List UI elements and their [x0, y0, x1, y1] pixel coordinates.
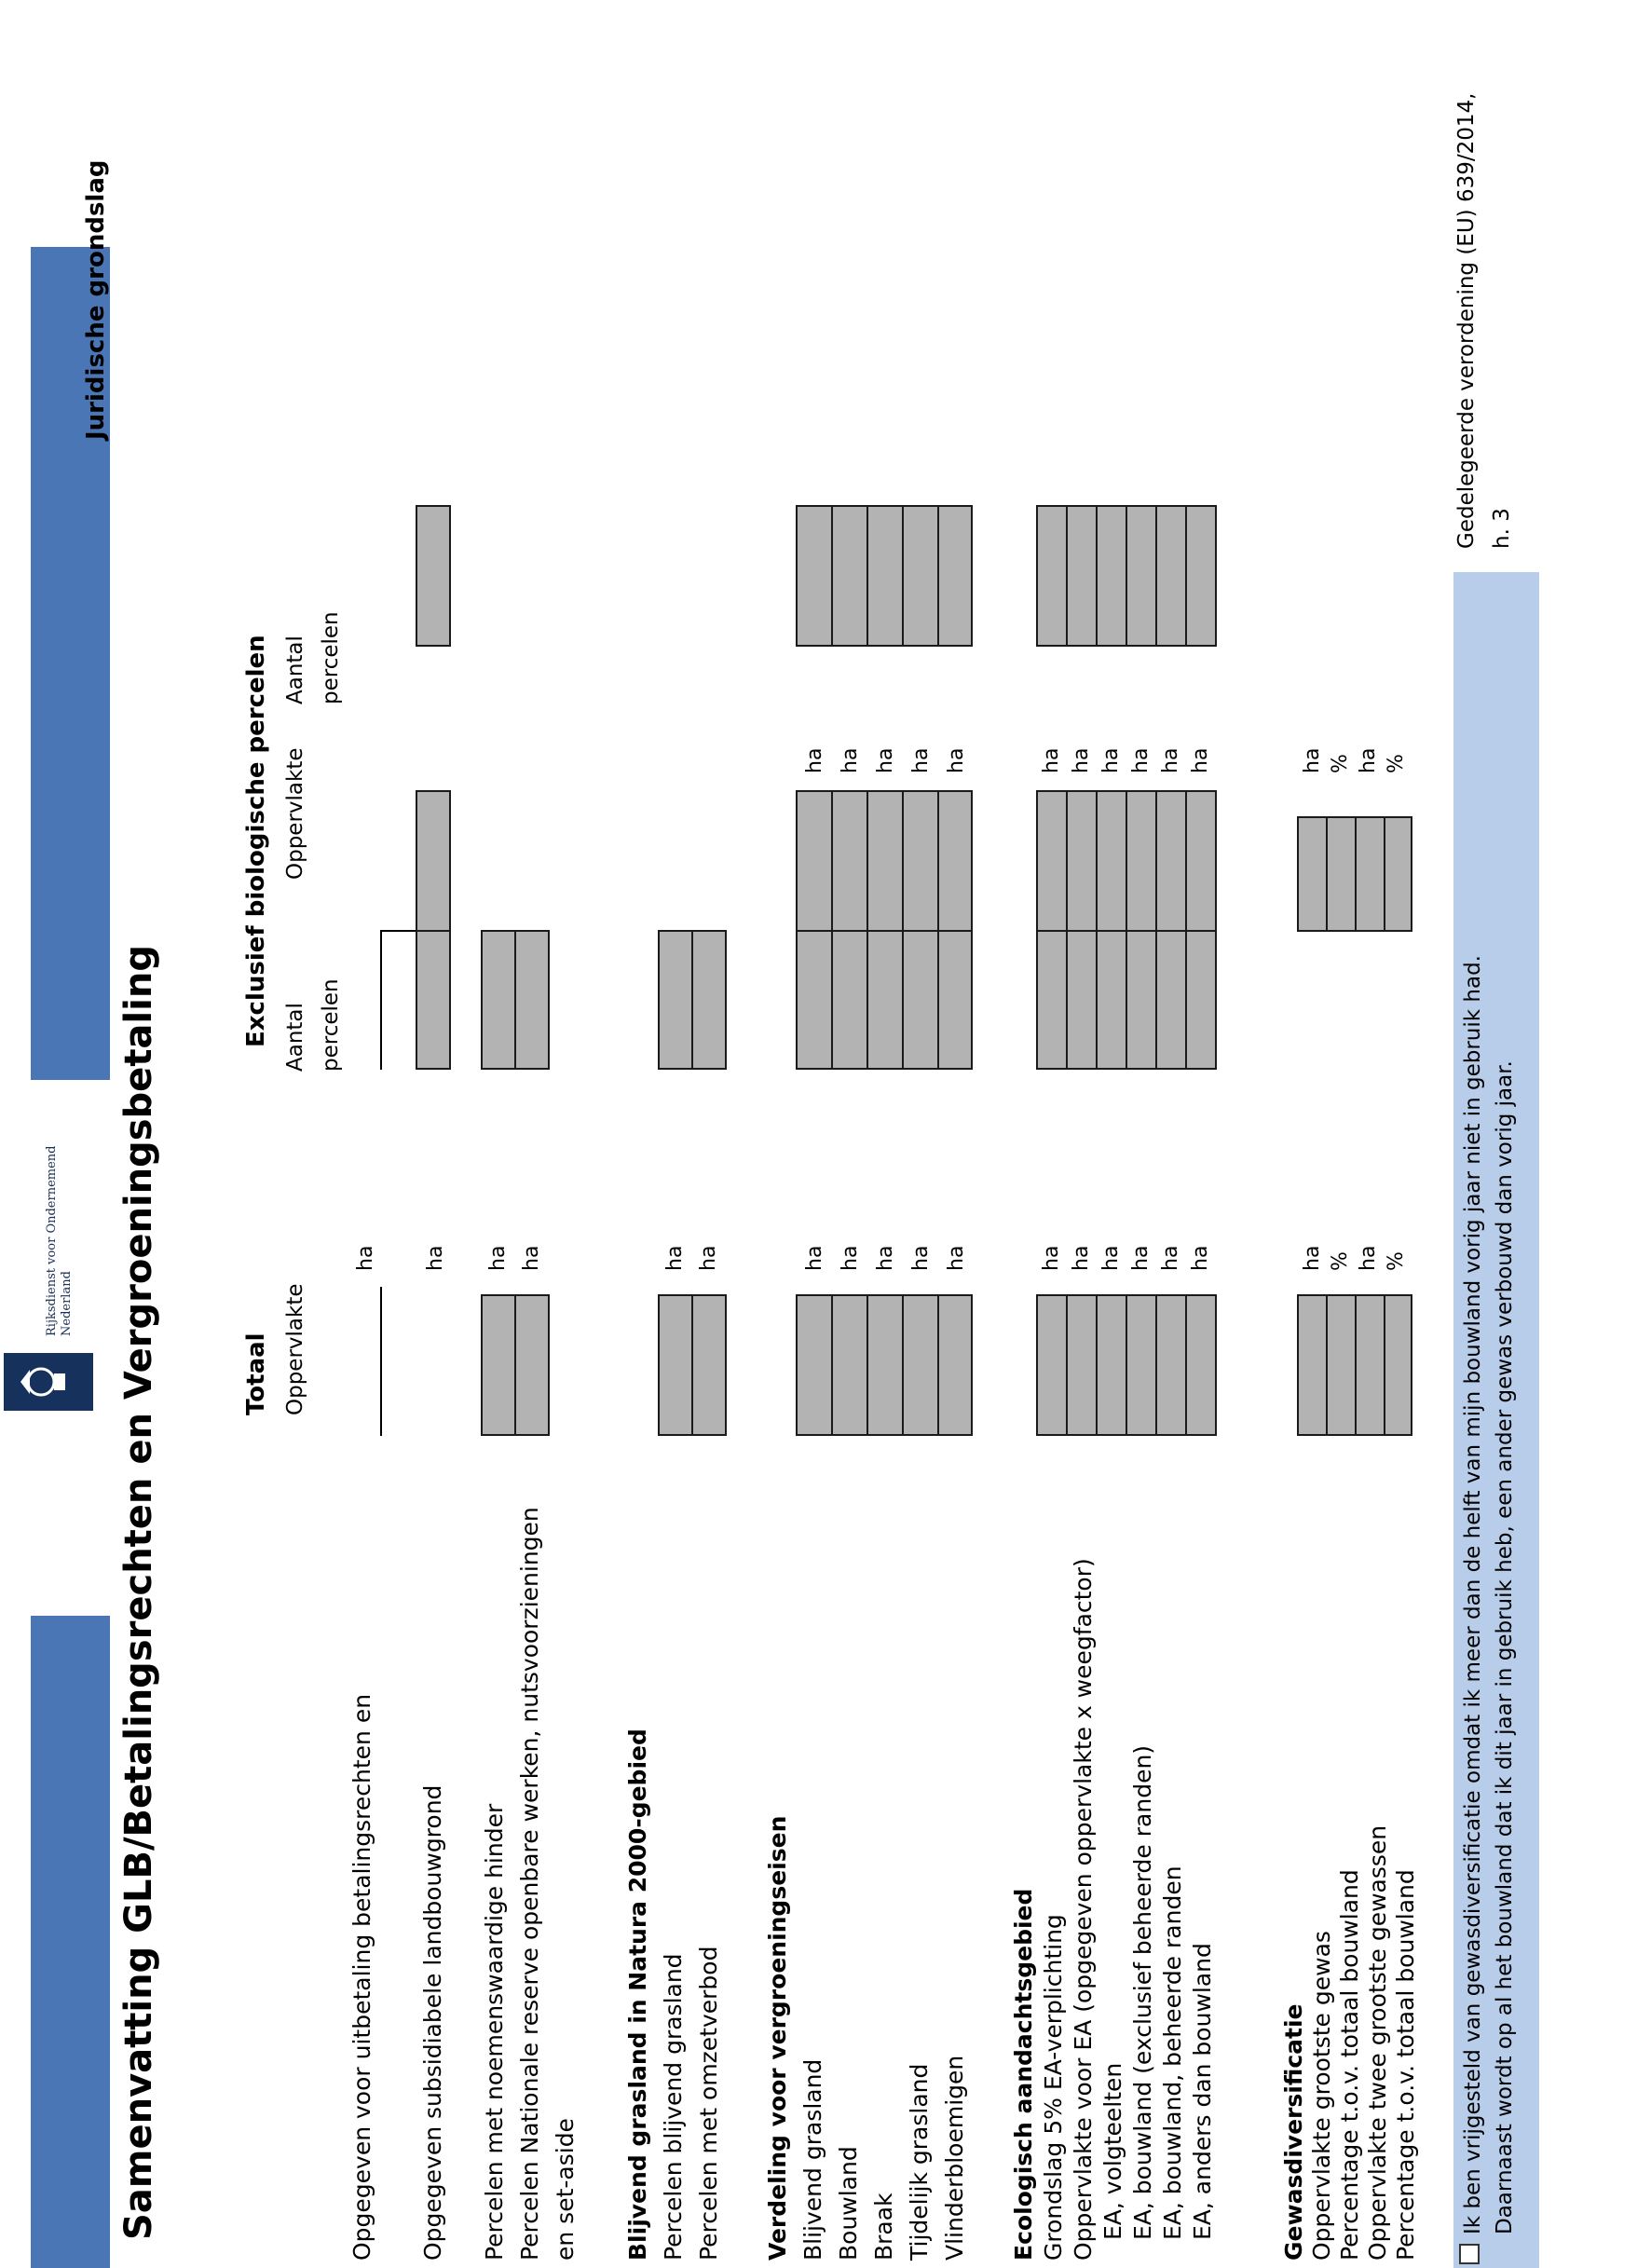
- exemption-text-line2: Daarnaast wordt op al het bouwland dat ik dit jaar in gebruik heb, een ander gewas verbouwd dan vorig jaar.: [1493, 1060, 1517, 2234]
- unit-ha: ha: [1159, 747, 1182, 773]
- cells-gewas-total[interactable]: [1297, 1294, 1412, 1436]
- cells-eco-total[interactable]: [1036, 1294, 1217, 1436]
- page-title: Samenvatting GLB/Betalingsrechten en Vergroeningsbetaling: [117, 945, 160, 2240]
- section-ecologisch-heading: Ecologisch aandachtsgebied: [1010, 1888, 1037, 2261]
- unit-pct: %: [1385, 1251, 1408, 1271]
- row-gewas-3: Oppervlakte twee grootste gewassen: [1364, 1824, 1391, 2261]
- unit-ha: ha: [839, 747, 862, 773]
- legal-ref-line1: Gedelegeerde verordening (EU) 639/2014,: [1454, 92, 1479, 549]
- unit-ha: ha: [1159, 1245, 1182, 1271]
- unit-ha: ha: [803, 1245, 826, 1271]
- cell-hinder-excl-count[interactable]: [481, 930, 516, 1070]
- excl-area-heading: Oppervlakte: [283, 747, 307, 880]
- unit-pct: %: [1329, 1251, 1352, 1271]
- row-eco-4: EA, bouwland (exclusief beheerde randen): [1129, 1744, 1156, 2240]
- excl-count2-line1: Aantal: [283, 635, 307, 704]
- unit-ha: ha: [1070, 1245, 1093, 1271]
- unit-ha: ha: [1040, 1245, 1063, 1271]
- row-subsidiabel: Opgegeven subsidiabele landbouwgrond: [419, 1784, 446, 2261]
- row-eco-2: Oppervlakte voor EA (opgegeven oppervlakte x weegfactor): [1070, 1558, 1097, 2261]
- total-area-heading: Oppervlakte: [283, 1283, 307, 1415]
- unit-ha: ha: [1129, 747, 1153, 773]
- total-heading: Totaal: [242, 1332, 270, 1415]
- header-band-left: [31, 1616, 110, 2268]
- unit-ha: ha: [874, 1245, 897, 1271]
- unit-ha: ha: [874, 747, 897, 773]
- row-hinder: Percelen met noemenswaardige hinder: [481, 1803, 508, 2261]
- unit-ha: ha: [520, 1245, 543, 1271]
- unit-ha: ha: [1301, 1245, 1324, 1271]
- unit-ha: ha: [1040, 747, 1063, 773]
- crest-icon: [4, 1353, 93, 1411]
- section-verdeling-heading: Verdeling voor vergroeningseisen: [764, 1815, 791, 2261]
- row-verdeling-3: Braak: [870, 2193, 897, 2261]
- unit-pct: %: [1329, 754, 1352, 773]
- unit-ha: ha: [803, 747, 826, 773]
- unit-ha: ha: [354, 1245, 377, 1271]
- unit-ha: ha: [1357, 1245, 1380, 1271]
- unit-ha: ha: [839, 1245, 862, 1271]
- cells-verdeling-excl-count[interactable]: [796, 930, 973, 1070]
- row-nationale-line1: Percelen Nationale reserve openbare werken, nutsvoorzieningen: [516, 1507, 543, 2261]
- cells-verdeling-excl-area[interactable]: [796, 790, 973, 932]
- legal-ref-line2: h. 3: [1490, 508, 1514, 549]
- section-gewas-heading: Gewasdiversificatie: [1280, 2003, 1307, 2261]
- unit-ha: ha: [486, 1245, 510, 1271]
- cells-eco-excl-count[interactable]: [1036, 930, 1217, 1070]
- logo-emblem: [4, 1353, 93, 1411]
- unit-pct: %: [1385, 754, 1408, 773]
- unit-ha: ha: [1099, 1245, 1123, 1271]
- unit-ha: ha: [1301, 747, 1324, 773]
- row-verdeling-1: Blijvend grasland: [799, 2058, 826, 2261]
- row-verdeling-2: Bouwland: [835, 2146, 862, 2261]
- row-verdeling-5: Vlinderbloemigen: [941, 2055, 968, 2261]
- cell-subsidiabel-excl-area[interactable]: [416, 790, 451, 932]
- cell-subsidiabel-excl-count[interactable]: [416, 930, 451, 1070]
- section-blijvend-heading: Blijvend grasland in Natura 2000-gebied: [624, 1728, 651, 2261]
- unit-ha: ha: [1099, 747, 1123, 773]
- cell-omzet-total[interactable]: [691, 1294, 727, 1436]
- field-opgegeven-total[interactable]: [380, 1287, 382, 1436]
- row-blijvend-1: Percelen blijvend grasland: [660, 1953, 687, 2261]
- unit-ha: ha: [697, 1245, 720, 1271]
- row-opgegeven: Opgegeven voor uitbetaling betalingsrechten en: [348, 1693, 375, 2261]
- cell-hinder-total[interactable]: [481, 1294, 516, 1436]
- cell-nationale-total[interactable]: [514, 1294, 550, 1436]
- cells-verdeling-total[interactable]: [796, 1294, 973, 1436]
- row-eco-5: EA, bouwland, beheerde randen: [1159, 1865, 1186, 2240]
- cells-eco-excl-area[interactable]: [1036, 790, 1217, 932]
- cells-eco-excl-count2[interactable]: [1036, 505, 1217, 647]
- cell-blijvend-excl-count[interactable]: [658, 930, 693, 1070]
- exemption-text-line1: Ik ben vrijgesteld van gewasdiversificatie omdat ik meer dan de helft van mijn bouwland vorig jaar niet in gebruik had.: [1461, 955, 1485, 2234]
- row-nationale-line2: en set-aside: [552, 2118, 579, 2261]
- unit-ha: ha: [663, 1245, 687, 1271]
- cell-blijvend-total[interactable]: [658, 1294, 693, 1436]
- cells-gewas-excl-area[interactable]: [1297, 816, 1412, 932]
- cell-omzet-excl-count[interactable]: [691, 930, 727, 1070]
- cell-nationale-excl-count[interactable]: [514, 930, 550, 1070]
- unit-ha: ha: [1129, 1245, 1153, 1271]
- row-eco-1: Grondslag 5% EA-verplichting: [1040, 1914, 1067, 2261]
- org-name-line1: Rijksdienst voor Ondernemend: [45, 1145, 59, 1336]
- row-eco-6: EA, anders dan bouwland: [1189, 1943, 1216, 2240]
- row-blijvend-2: Percelen met omzetverbod: [695, 1946, 722, 2261]
- unit-ha: ha: [1189, 747, 1212, 773]
- row-gewas-4: Percentage t.o.v. totaal bouwland: [1392, 1869, 1419, 2261]
- excl-heading: Exclusief biologische percelen: [242, 635, 270, 1047]
- legal-basis-heading: Juridische grondslag: [82, 159, 110, 440]
- divider: [380, 930, 417, 932]
- excl-count-line2: percelen: [319, 978, 343, 1072]
- field-opgegeven-excl-count[interactable]: [380, 930, 382, 1070]
- unit-ha: ha: [909, 1245, 933, 1271]
- row-gewas-1: Oppervlakte grootste gewas: [1308, 1931, 1335, 2261]
- cells-verdeling-excl-count2[interactable]: [796, 505, 973, 647]
- unit-ha: ha: [1357, 747, 1380, 773]
- unit-ha: ha: [1189, 1245, 1212, 1271]
- row-verdeling-4: Tijdelijk grasland: [906, 2063, 933, 2261]
- row-eco-3: EA, volgteelten: [1099, 2062, 1126, 2240]
- exemption-checkbox[interactable]: [1459, 2244, 1480, 2264]
- unit-ha: ha: [945, 1245, 968, 1271]
- cell-subsidiabel-excl-count2[interactable]: [416, 505, 451, 647]
- unit-ha: ha: [424, 1245, 447, 1271]
- unit-ha: ha: [909, 747, 933, 773]
- excl-count2-line2: percelen: [319, 611, 343, 704]
- excl-count-line1: Aantal: [283, 1003, 307, 1072]
- unit-ha: ha: [945, 747, 968, 773]
- org-name-line2: Nederland: [60, 1271, 74, 1336]
- unit-ha: ha: [1070, 747, 1093, 773]
- row-gewas-2: Percentage t.o.v. totaal bouwland: [1336, 1869, 1363, 2261]
